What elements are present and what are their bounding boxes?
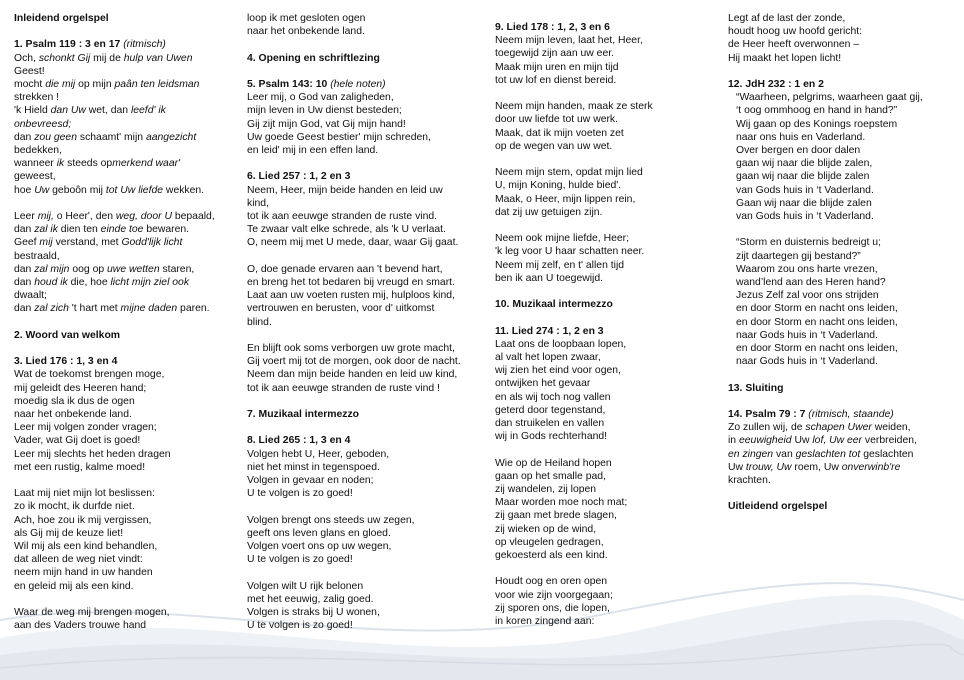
verse-line: met het eeuwig, zalig goed. (247, 593, 374, 605)
verse-line: zij wandelen, zij lopen (495, 484, 597, 496)
lied-265-heading: 8. Lied 265 : 1, 3 en 4 (247, 435, 351, 447)
verse-line: strekken ! (14, 92, 60, 104)
verse-line: mijn leven in Uw dienst besteden; (247, 105, 402, 117)
closing-heading: 13. Sluiting (728, 382, 784, 394)
welcome-heading: 2. Woord van welkom (14, 329, 121, 341)
verse-line: vertrouwen en berusten, voor d' uitkomst (247, 303, 435, 315)
verse-line: gaan op het smalle pad, (495, 470, 606, 482)
opening-heading: 4. Opening en schriftlezing (247, 52, 380, 64)
verse-line: wanneer ik steeds opmerkend waar' (14, 158, 181, 170)
verse-line: wand’lend aan des Heren hand? (736, 277, 886, 289)
verse-line: onbevreesd; (14, 118, 72, 130)
verse-line: Volgen brengt ons steeds uw zegen, (247, 514, 415, 526)
verse-line: Leer mij, o Heer', den weg, door U bepaald, (14, 211, 215, 223)
verse-line: Over bergen en door dalen (736, 145, 861, 157)
verse-line: van Gods huis in ‘t Vaderland. (736, 184, 874, 196)
verse-line: Leer mij volgen zonder vragen; (14, 422, 157, 434)
verse-line: met een rustig, kalme moed! (14, 461, 146, 473)
verse-line: in koren zingend aan: (495, 616, 595, 628)
verse-line: en door Storm en nacht ons leiden, (736, 343, 898, 355)
intermezzo-heading: 7. Muzikaal intermezzo (247, 409, 360, 420)
verse-line: dan struikelen en vallen (495, 418, 605, 430)
verse-line: Uw trouw, Uw roem, Uw onverwinb're (728, 461, 901, 473)
verse-line: Neem ook mijne liefde, Heer; (495, 233, 629, 245)
verse-line: Neem mijn handen, maak ze sterk (495, 101, 653, 113)
verse-line: tot ik aan eeuwge stranden de ruste vind ! (247, 382, 440, 394)
jdh-232-heading: 12. JdH 232 : 1 en 2 (728, 79, 824, 90)
verse-line: Gij zijt mijn God, vat Gij mijn hand! (247, 118, 406, 130)
verse-line: gaan wij naar die blijde zalen (736, 171, 870, 183)
verse-line: al valt het lopen zwaar, (495, 352, 601, 363)
verse-line: naar het onbekende land. (247, 26, 365, 38)
verse-line: Leer mij, o God van zaligheden, (247, 92, 394, 104)
verse-line: Jezus Zelf zal voor ons strijden (736, 290, 879, 302)
verse-line: O, neem mij met U mede, daar, waar Gij gaat. (247, 237, 459, 249)
verse-line: Maak, o Heer, mijn lippen rein, (495, 193, 636, 205)
verse-line: en door Storm en nacht ons leiden, (736, 316, 898, 328)
verse-line: zo ik mocht, ik durfde niet. (14, 501, 135, 513)
verse-line: Wat de toekomst brengen moge, (14, 369, 165, 381)
verse-line: gekoesterd als een kind. (495, 550, 608, 562)
verse-line: Neem dan mijn beide handen en leid uw kind, (247, 369, 458, 381)
verse-line: “Waarheen, pelgrims, waarheen gaat gij, (736, 92, 923, 104)
verse-line: bedekken, (14, 145, 62, 157)
column-2 (247, 12, 483, 632)
verse-line: Waar de weg mij brengen mogen, (14, 607, 170, 619)
verse-line: U te volgen is zo goed! (247, 488, 353, 500)
verse-line: loop ik met gesloten ogen (247, 13, 366, 24)
verse-line: geeft ons leven glans en gloed. (247, 527, 391, 539)
lied-274-heading: 11. Lied 274 : 1, 2 en 3 (495, 325, 604, 337)
verse-line: ‘t oog ommhoog en hand in hand?” (736, 105, 898, 117)
verse-line: naar Gods huis in ‘t Vaderland. (736, 329, 878, 341)
verse-line: Geef mij verstand, met Godd'lijk licht (14, 237, 183, 249)
verse-line: dat zij uw getuigen zijn. (495, 206, 603, 218)
verse-line: dan houd ik die, hoe licht mijn ziel ook (14, 277, 190, 289)
verse-line: blind. (247, 316, 272, 328)
verse-line: U te volgen is zo goed! (247, 554, 353, 566)
verse-line: tot uw lof en dienst bereid. (495, 74, 617, 86)
verse-line: Volgen in gevaar en noden; (247, 475, 374, 486)
verse-line: aan des Vaders trouwe hand (14, 620, 147, 632)
verse-line: Neem mij zelf, en t' allen tijd (495, 259, 625, 271)
verse-line: kind, (247, 197, 269, 209)
verse-line: mocht die mij op mijn paân ten leidsman (14, 79, 200, 90)
verse-line: Gaan wij naar die blijde zalen (736, 197, 872, 209)
verse-line: Volgen is straks bij U wonen, (247, 607, 380, 618)
verse-line: Wil mij als een kind behandlen, (14, 541, 158, 553)
verse-line: zij wieken op de wind, (495, 523, 597, 535)
verse-line: gaan wij naar die blijde zalen, (736, 158, 873, 170)
verse-line: dat alleen de weg niet vindt: (14, 554, 143, 566)
verse-line: Wij gaan op des Konings roepstem (736, 118, 898, 130)
verse-line: hoe Uw geboôn mij tot Uw liefde wekken. (14, 184, 205, 196)
verse-line: houdt hoog uw hoofd gericht: (728, 26, 863, 38)
verse-line: naar Gods huis in ‘t Vaderland. (736, 356, 878, 368)
verse-line: wij in Gods rechterhand! (495, 431, 608, 443)
psalm-79-heading: 14. Psalm 79 : 7 (ritmisch, staande) (728, 409, 894, 421)
verse-line: en geleid mij als een kind. (14, 580, 134, 592)
verse-line: van Gods huis in ‘t Vaderland. (736, 211, 874, 223)
verse-line: de Heer heeft overwonnen – (728, 39, 860, 51)
verse-line: geweest, (14, 171, 56, 183)
verse-line: Laat mij niet mijn lot beslissen: (14, 488, 155, 500)
verse-line: Wie op de Heiland hopen (495, 457, 612, 469)
verse-line: Laat aan uw voeten rusten mij, hulploos kind, (247, 290, 455, 302)
verse-line: dan zal ik dien ten einde toe bewaren. (14, 224, 190, 236)
verse-line: “Storm en duisternis bedreigt u; (736, 237, 881, 249)
verse-line: Hij maakt het lopen licht! (728, 52, 842, 64)
verse-line: Houdt oog en oren open (495, 576, 608, 588)
verse-line: als Gij mij de keuze liet! (14, 527, 124, 539)
verse-line: Gij voert mij tot de morgen, ook door de nacht. (247, 356, 461, 368)
verse-line: Te zwaar valt elke schrede, als 'k U verlaat. (247, 224, 446, 236)
verse-line: Laat ons de loopbaan lopen, (495, 338, 627, 350)
verse-line: niet het minst in tegenspoed. (247, 461, 380, 473)
verse-line: U, mijn Koning, hulde bied'. (495, 180, 622, 192)
verse-line: bestraald, (14, 250, 60, 262)
lied-176-heading: 3. Lied 176 : 1, 3 en 4 (14, 356, 118, 368)
verse-line: Geest! (14, 65, 45, 77)
column-1 (14, 12, 238, 632)
outro-heading: Uitleidend orgelspel (728, 501, 828, 513)
column-3 (495, 12, 719, 628)
verse-line: neem mijn hand in uw handen (14, 567, 153, 579)
verse-line: en zingen van geslachten tot geslachten (728, 448, 914, 460)
verse-line: Uw goede Geest bestier' mijn schreden, (247, 131, 431, 143)
verse-line: Vader, wat Gij doet is goed! (14, 435, 141, 447)
psalm-143-heading: 5. Psalm 143: 10 (hele noten) (247, 78, 386, 90)
verse-line: Volgen voert ons op uw wegen, (247, 541, 392, 552)
verse-line: mij geleidt des Heeren hand; (14, 382, 147, 394)
verse-line: op de wegen van uw wet. (495, 140, 613, 152)
verse-line: 'k leg voor U haar schatten neer. (495, 246, 645, 258)
verse-line: Ach, hoe zou ik mij vergissen, (14, 514, 152, 526)
verse-line: U te volgen is zo goed! (247, 620, 353, 632)
verse-line: Leer mij slechts het heden dragen (14, 448, 171, 460)
verse-line: Maar worden moe noch mat; (495, 497, 628, 509)
verse-line: Volgen hebt U, Heer, geboden, (247, 448, 390, 460)
verse-line: wij zien het eind voor ogen, (495, 365, 621, 377)
verse-line: naar ons huis en Vaderland. (736, 131, 866, 143)
verse-line: en door Storm en nacht ons leiden, (736, 303, 898, 315)
verse-line: en breng het tot bedaren bij vreugd en smart. (247, 277, 455, 288)
verse-line: Och, schonkt Gij mij de hulp van Uwen (14, 52, 193, 64)
verse-line: dan zal zich 't hart met mijne daden paren. (14, 303, 210, 315)
verse-line: Zo zullen wij, de schapen Uwer weiden, (728, 422, 911, 434)
verse-line: Waarom zou ons harte vrezen, (736, 263, 878, 275)
verse-line: geterd door tegenstand, (495, 404, 606, 416)
verse-line: en als wij toch nog vallen (495, 391, 611, 403)
verse-line: Maak, dat ik mijn voeten zet (495, 127, 624, 139)
verse-line: op vleugelen gedragen, (495, 536, 604, 548)
verse-line: En blijft ook soms verborgen uw grote macht, (247, 343, 455, 354)
verse-line: O, doe genade ervaren aan 't bevend hart, (247, 263, 443, 275)
verse-line: dan zou geen schaamt' mijn aangezicht (14, 131, 197, 143)
verse-line: Legt af de last der zonde, (728, 13, 846, 24)
column-4 (728, 12, 956, 514)
lied-178-heading: 9. Lied 178 : 1, 2, 3 en 6 (495, 22, 610, 33)
verse-line: Volgen wilt U rijk belonen (247, 580, 364, 592)
lied-257-heading: 6. Lied 257 : 1, 2 en 3 (247, 171, 351, 183)
verse-line: 'k Hield dan Uw wet, dan leefd' ik (14, 105, 166, 117)
verse-line: Neem mijn leven, laat het, Heer, (495, 35, 643, 47)
verse-line: voor wie zijn voorgegaan; (495, 589, 613, 601)
verse-line: toegewijd zijn aan uw eer. (495, 48, 614, 60)
verse-line: Maak mijn uren en mijn tijd (495, 61, 619, 73)
verse-line: dan zal mijn oog op uwe wetten staren, (14, 263, 195, 275)
verse-line: ben ik aan U toegewijd. (495, 272, 604, 284)
verse-line: Neem, Heer, mijn beide handen en leid uw (247, 184, 443, 196)
intermezzo-2-heading: 10. Muzikaal intermezzo (495, 299, 613, 311)
verse-line: en leid' mij in een effen land. (247, 145, 379, 156)
verse-line: moedig sla ik dus de ogen (14, 395, 135, 407)
psalm-119-heading: 1. Psalm 119 : 3 en 17 (ritmisch) (14, 39, 166, 51)
verse-line: dwaalt; (14, 290, 47, 302)
verse-line: Neem mijn stem, opdat mijn lied (495, 167, 643, 179)
verse-line: zijt daartegen gij bestand?” (736, 250, 861, 262)
verse-line: in eeuwigheid Uw lof, Uw eer verbreiden, (728, 435, 917, 447)
verse-line: door uw liefde tot uw werk. (495, 114, 619, 126)
verse-line: zij sporen ons, die lopen, (495, 602, 610, 614)
verse-line: zij gaan met brede slagen, (495, 510, 617, 522)
verse-line: naar het onbekende land. (14, 409, 132, 421)
verse-line: krachten. (728, 475, 771, 487)
intro-heading: Inleidend orgelspel (14, 13, 109, 24)
verse-line: ontwijken het gevaar (495, 378, 591, 390)
verse-line: tot ik aan eeuwge stranden de ruste vind. (247, 211, 438, 222)
